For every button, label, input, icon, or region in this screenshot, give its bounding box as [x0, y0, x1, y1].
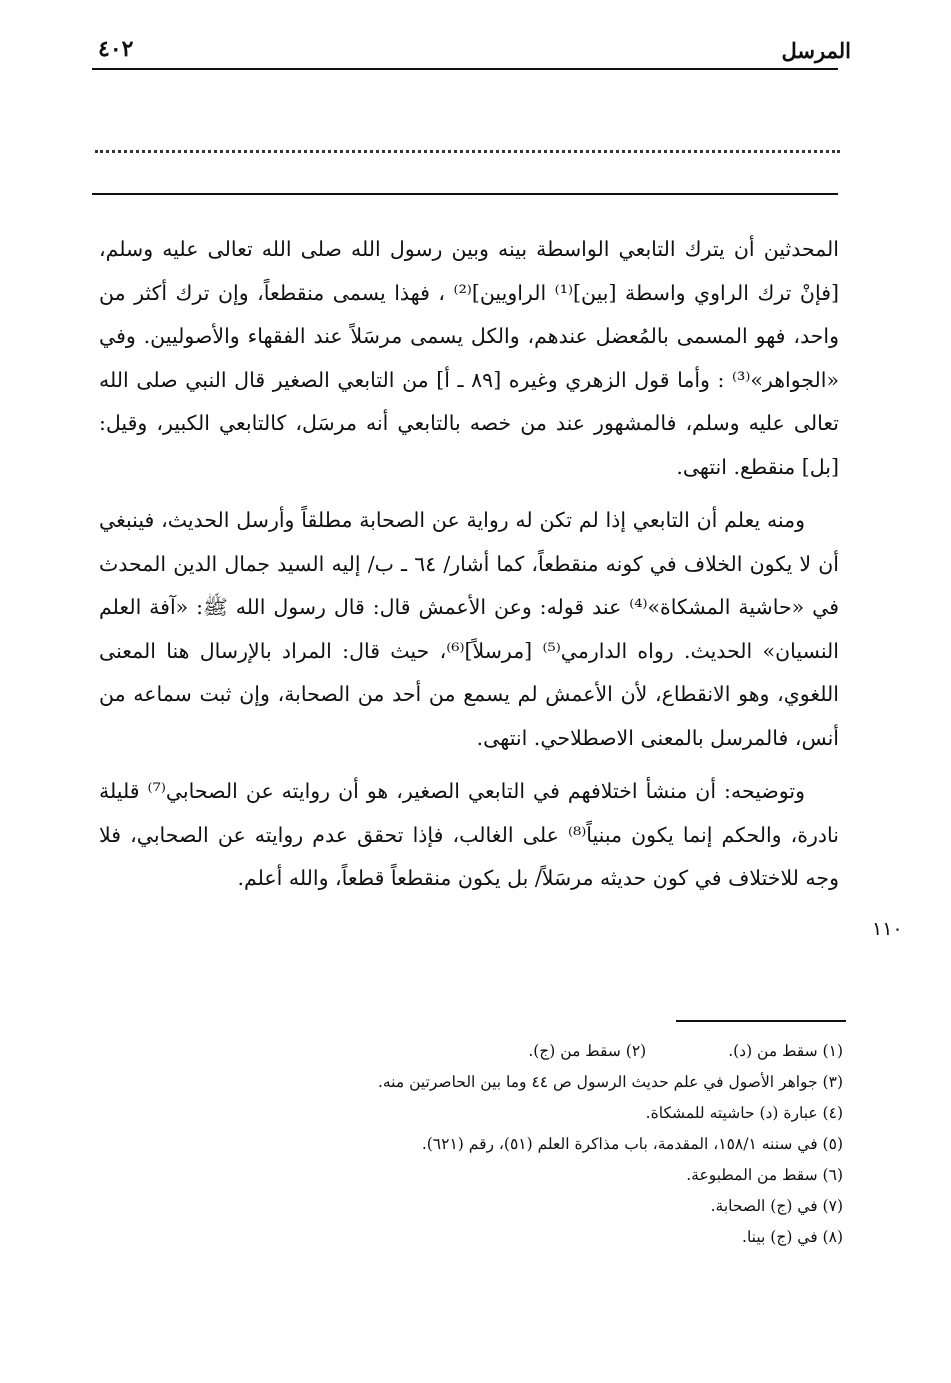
page-number: ٤٠٢	[98, 36, 134, 62]
dotted-rule	[95, 150, 840, 153]
paragraph-3: وتوضيحه: أن منشأ اختلافهم في التابعي الصغير، هو أن روايته عن الصحابي⁽⁷⁾ قليلة نادرة، والحكم إنما يكون مبنياً⁽⁸⁾ على الغالب، فإذا تحقق عدم روايته عن الصحابي، فلا وجه للاختلاف في كون حديثه مرسَلاً/ بل يكون منقطعاً قطعاً، والله أعلم.	[99, 779, 839, 890]
footnote-2: (٢) سقط من (ج).	[528, 1042, 647, 1060]
footnote-rule	[676, 1020, 846, 1022]
footnote-1: (١) سقط من (د).	[728, 1042, 843, 1060]
paragraph-1: المحدثين أن يترك التابعي الواسطة بينه وبين رسول الله صلى الله تعالى عليه وسلم، [فإنْ ترك الراوي واسطة [بين]⁽¹⁾ الراويين]⁽²⁾ ، فهذا يسمى منقطعاً، وإن ترك أكثر من واحد، فهو المسمى بالمُعضل عندهم، والكل يسمى مرسَلاً عند الفقهاء والأصوليين. وفي «الجواهر»⁽³⁾ : وأما قول الزهري وغيره [٨٩ ـ أ] من التابعي الصغير قال النبي صلى الله تعالى عليه وسلم، فالمشهور عند من خصه بالتابعي أنه مرسَل، كالتابعي الكبير، وقيل: [بل] منقطع. انتهى.	[99, 237, 840, 479]
footnote-4: (٤) عبارة (د) حاشيته للمشكاة.	[645, 1104, 843, 1122]
page-title: المرسل	[781, 38, 851, 63]
footnote-3: (٣) جواهر الأصول في علم حديث الرسول ص ٤٤ وما بين الحاصرتين منه.	[377, 1073, 843, 1091]
paragraph-2: ومنه يعلم أن التابعي إذا لم تكن له رواية عن الصحابة مطلقاً وأرسل الحديث، فينبغي أن لا يكون الخلاف في كونه منقطعاً، كما أشار/ ٦٤ ـ ب/ إليه السيد جمال الدين المحدث في «حاشية المشكاة»⁽⁴⁾ عند قوله: وعن الأعمش قال: قال رسول الله ﷺ: «آفة العلم النسيان» الحديث. رواه الدارمي⁽⁵⁾ [مرسلاً]⁽⁶⁾، حيث قال: المراد بالإرسال هنا المعنى اللغوي، وهو الانقطاع، لأن الأعمش لم يسمع من أحد من الصحابة، وإن ثبت سماعه من أنس، فالمرسل بالمعنى الاصطلاحي. انتهى.	[99, 508, 839, 750]
body-text	[99, 228, 839, 911]
margin-folio-number: ١١٠	[872, 918, 903, 940]
footnote-row	[103, 1036, 843, 1067]
footnote-6: (٦) سقط من المطبوعة.	[686, 1166, 843, 1184]
section-rule	[92, 193, 838, 195]
header-rule	[92, 68, 838, 70]
footnote-7: (٧) في (ج) الصحابة.	[710, 1197, 843, 1215]
footnote-8: (٨) في (ج) بينا.	[742, 1228, 843, 1246]
footnotes	[103, 1036, 843, 1253]
footnote-5: (٥) في سننه ١٥٨/١، المقدمة، باب مذاكرة العلم (٥١)، رقم (٦٢١).	[421, 1135, 843, 1153]
